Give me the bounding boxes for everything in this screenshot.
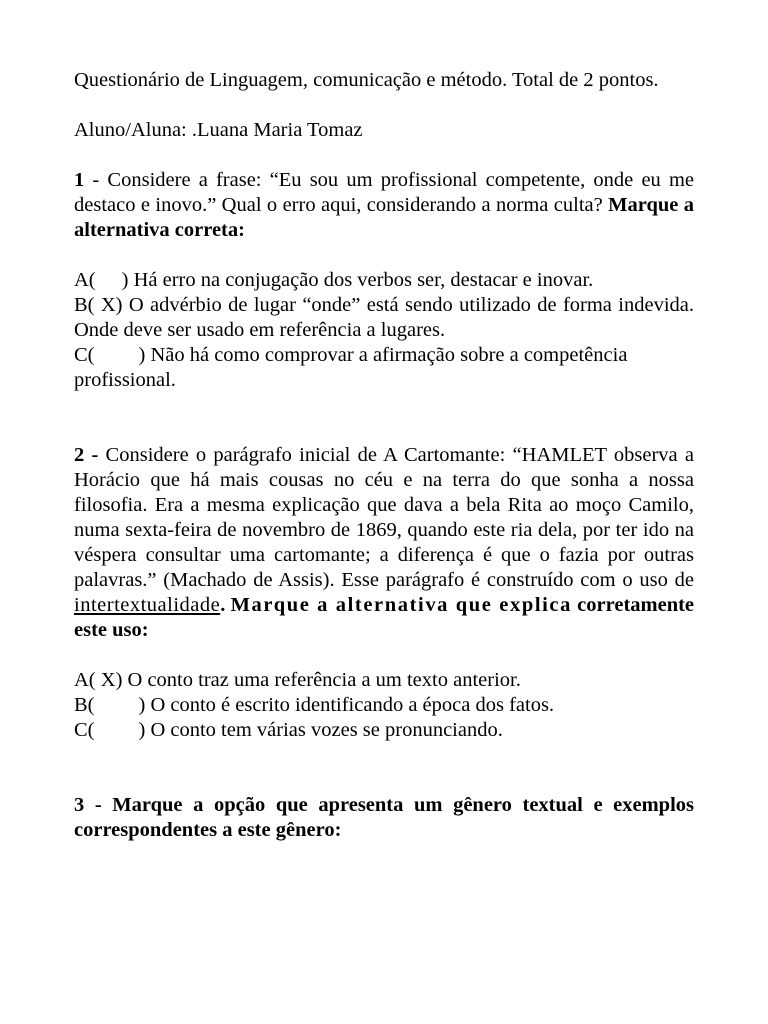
question-1-option-b: B( X) O advérbio de lugar “onde” está sendo utilizado de forma indevida. Onde deve ser usado em referência a lugares. [74, 294, 694, 341]
question-3-text: Marque a opção que apresenta um gênero textual e exemplos correspondentes a este gênero: [74, 794, 695, 841]
question-3: 3 - Marque a opção que apresenta um gênero textual e exemplos correspondentes a este gênero: [74, 794, 695, 841]
student-label: Aluno/Aluna: [74, 119, 187, 141]
question-2-number: 2 [74, 444, 85, 466]
question-1-option-a: A( ) Há erro na conjugação dos verbos ser, destacar e inovar. [74, 269, 594, 291]
student-line [74, 118, 694, 143]
question-1: 1 - Considere a frase: “Eu sou um profissional competente, onde eu me destaco e inovo.” Qual o erro aqui, considerando a norma culta? Marque a alternativa correta: [74, 169, 695, 241]
document-page [74, 68, 694, 843]
question-2-instruction: Marque a alternativa que explica [230, 594, 572, 616]
question-2: 2 - Considere o parágrafo inicial de A Cartomante: “HAMLET observa a Horácio que há mais cousas no céu e na terra do que sonha a nossa filosofia. Era a mesma explicação que dava a bela Rita ao moço Camilo, numa sexta-feira de novembro de 1869, quando este ria dela, por ter ido na véspera consultar uma cartomante; a diferença é que o fazia por outras palavras.” (Machado de Assis). Esse parágrafo é construído com o uso de intertextualidade. Marque a alternativa que explica corretamente este uso: [74, 444, 695, 641]
question-1-text: Considere a frase: “Eu sou um profissional competente, onde eu me destaco e inovo.” Qual o erro aqui, considerando a norma culta? [74, 169, 695, 216]
question-3-number: 3 [74, 794, 85, 816]
question-2-options [74, 668, 694, 743]
document-title: Questionário de Linguagem, comunicação e método. Total de 2 pontos. [74, 69, 659, 91]
question-2-text: Considere o parágrafo inicial de A Cartomante: “HAMLET observa a Horácio que há mais cousas no céu e na terra do que sonha a nossa filosofia. Era a mesma explicação que dava a bela Rita ao moço Camilo, numa sexta-feira de novembro de 1869, quando este ria dela, por ter ido na véspera consultar uma cartomante; a diferença é que o fazia por outras palavras.” (Machado de Assis). Esse parágrafo é construído com o uso de [74, 444, 694, 591]
question-2-keyword: intertextualidade [74, 594, 221, 616]
question-2-option-a: A( X) O conto traz uma referência a um texto anterior. [74, 669, 521, 691]
question-1-options [74, 268, 694, 393]
question-2-instruction-rest: corretamente este uso: [74, 594, 695, 641]
question-1-number: 1 [74, 169, 85, 191]
student-name: .Luana Maria Tomaz [191, 119, 363, 141]
question-1-instruction: Marque a alternativa correta: [74, 194, 695, 241]
question-1-option-c: C( ) Não há como comprovar a afirmação sobre a competência profissional. [74, 344, 628, 391]
question-2-option-b: B( ) O conto é escrito identificando a época dos fatos. [74, 694, 555, 716]
option-a-mark: X [95, 669, 116, 691]
question-2-option-c: C( ) O conto tem várias vozes se pronunciando. [74, 719, 503, 741]
option-b-mark: X [94, 294, 116, 316]
